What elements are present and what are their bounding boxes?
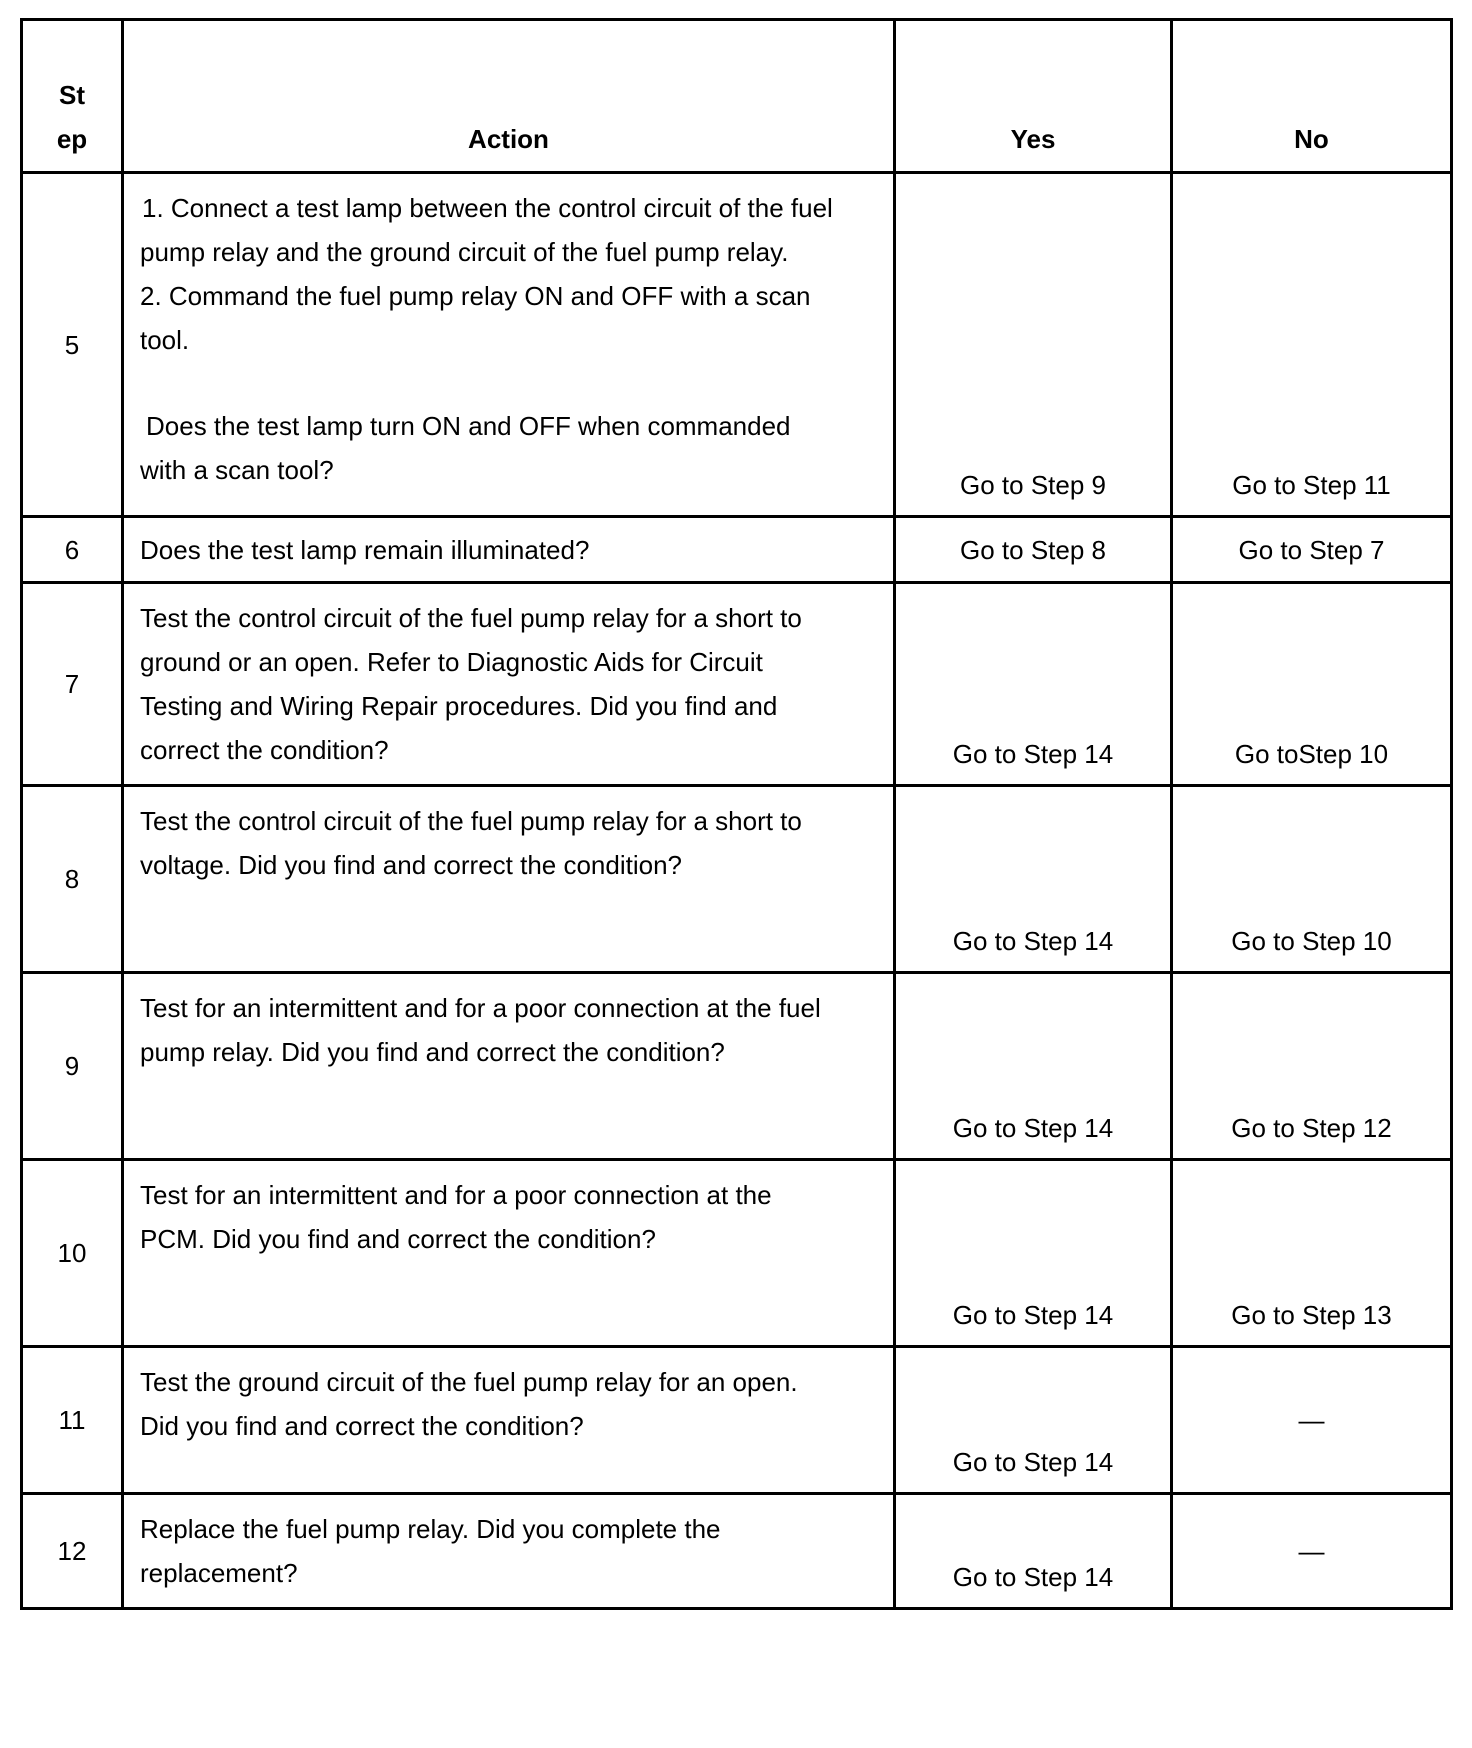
header-step <box>22 20 123 173</box>
header-no: No <box>1172 20 1452 173</box>
action-cell: Test for an intermittent and for a poor connection at the fuel pump relay. Did you find and correct the condition? <box>123 973 895 1160</box>
no-cell: Go to Step 11 <box>1172 173 1452 517</box>
step-number: 7 <box>22 583 123 786</box>
action-cell: Test the ground circuit of the fuel pump relay for an open. Did you find and correct the condition? <box>123 1347 895 1494</box>
header-yes: Yes <box>895 20 1172 173</box>
action-instruction: 1. Connect a test lamp between the control circuit of the fuel pump relay and the ground circuit of the fuel pump relay. <box>140 193 833 267</box>
table-row <box>22 786 1452 973</box>
table-row <box>22 1494 1452 1609</box>
action-cell: Test the control circuit of the fuel pump relay for a short to voltage. Did you find and correct the condition? <box>123 786 895 973</box>
step-number: 8 <box>22 786 123 973</box>
step-number: 9 <box>22 973 123 1160</box>
header-action: Action <box>123 20 895 173</box>
step-number: 12 <box>22 1494 123 1609</box>
action-cell: Does the test lamp remain illuminated? <box>123 517 895 583</box>
yes-cell: Go to Step 14 <box>895 786 1172 973</box>
diagnostic-steps-table <box>20 18 1453 1610</box>
header-step-line2: ep <box>56 124 88 154</box>
header-row <box>22 20 1452 173</box>
no-cell: Go toStep 10 <box>1172 583 1452 786</box>
no-cell: — <box>1172 1347 1452 1494</box>
table-row <box>22 517 1452 583</box>
step-number: 5 <box>22 173 123 517</box>
no-cell: Go to Step 7 <box>1172 517 1452 583</box>
table-row <box>22 1347 1452 1494</box>
step-number: 10 <box>22 1160 123 1347</box>
action-cell: Replace the fuel pump relay. Did you complete the replacement? <box>123 1494 895 1609</box>
yes-cell: Go to Step 14 <box>895 1347 1172 1494</box>
action-cell: Test the control circuit of the fuel pump relay for a short to ground or an open. Refer to Diagnostic Aids for Circuit Testing and Wiring Repair procedures. Did you find and correct the condition? <box>123 583 895 786</box>
action-cell: Test for an intermittent and for a poor connection at the PCM. Did you find and correct the condition? <box>123 1160 895 1347</box>
no-cell: — <box>1172 1494 1452 1609</box>
yes-cell: Go to Step 14 <box>895 973 1172 1160</box>
header-step-line1: St <box>59 80 85 110</box>
yes-cell: Go to Step 9 <box>895 173 1172 517</box>
no-cell: Go to Step 13 <box>1172 1160 1452 1347</box>
yes-cell: Go to Step 14 <box>895 1160 1172 1347</box>
action-question: Does the test lamp turn ON and OFF when commanded with a scan tool? <box>140 411 791 485</box>
step-number: 11 <box>22 1347 123 1494</box>
yes-cell: Go to Step 8 <box>895 517 1172 583</box>
no-cell: Go to Step 12 <box>1172 973 1452 1160</box>
table-row <box>22 973 1452 1160</box>
action-cell <box>123 173 895 517</box>
no-cell: Go to Step 10 <box>1172 786 1452 973</box>
action-instruction: 2. Command the fuel pump relay ON and OFF with a scan tool. <box>140 281 811 355</box>
table-row <box>22 583 1452 786</box>
yes-cell: Go to Step 14 <box>895 1494 1172 1609</box>
table-row <box>22 173 1452 517</box>
step-number: 6 <box>22 517 123 583</box>
yes-cell: Go to Step 14 <box>895 583 1172 786</box>
table-row <box>22 1160 1452 1347</box>
